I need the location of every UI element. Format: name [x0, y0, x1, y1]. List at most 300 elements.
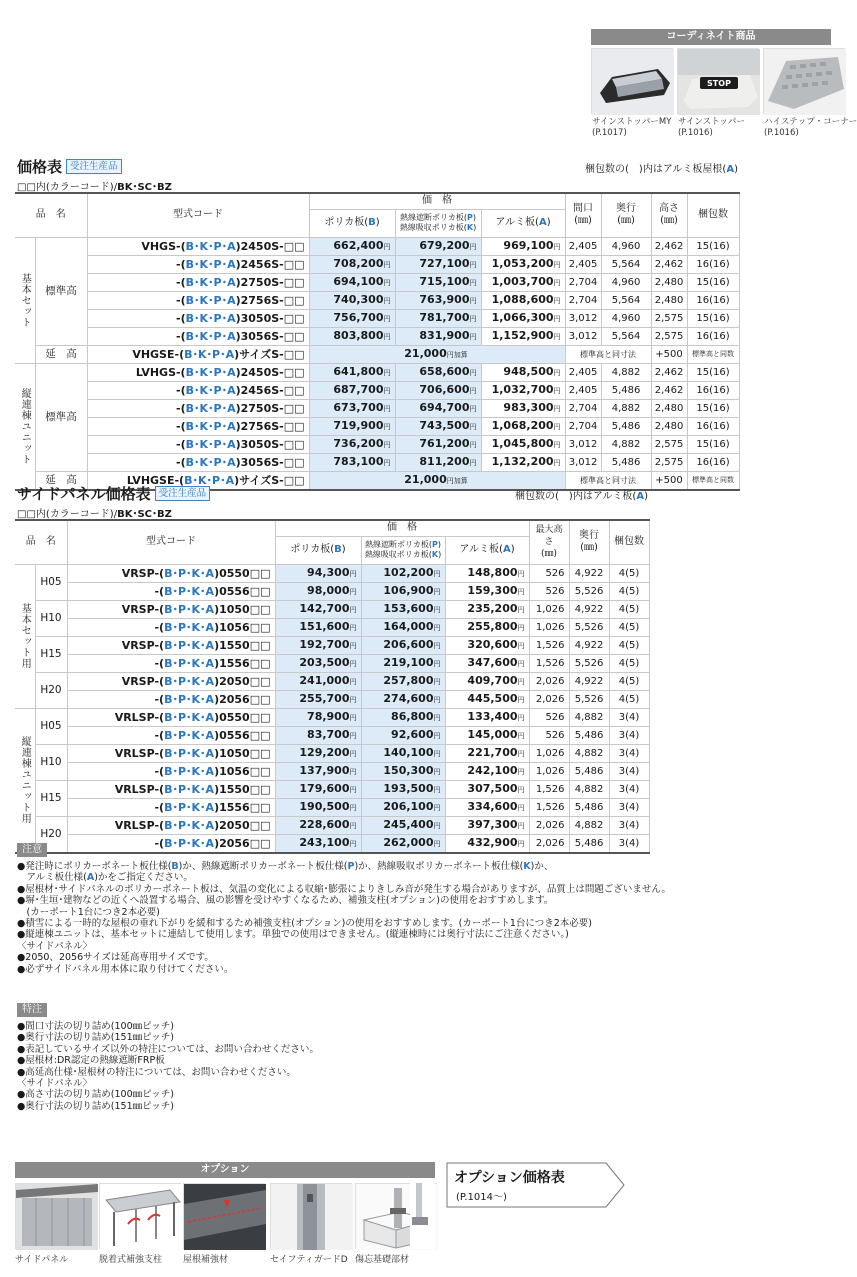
price-b: 137,900円 — [275, 762, 361, 780]
price-a: 1,045,800円 — [481, 435, 565, 453]
height-value: 2,480 — [651, 417, 687, 435]
model-code: VRLSP-(B･P･K･A)0550□□ — [67, 708, 275, 726]
depth-value: 5,564 — [601, 291, 651, 309]
height-value: 2,480 — [651, 291, 687, 309]
depth-value: 5,486 — [569, 798, 609, 816]
notes-list — [17, 861, 671, 975]
pack-value: 4(5) — [609, 582, 649, 600]
model-code: LVHGSE-(B･K･P･A)サイズS-□□ — [87, 471, 309, 490]
depth-value: 4,960 — [601, 309, 651, 327]
pack-value: 4(5) — [609, 654, 649, 672]
max-height-value: 526 — [529, 708, 569, 726]
price-pk: 715,100円 — [395, 273, 481, 291]
height-label: H15 — [35, 636, 67, 672]
table-row — [15, 672, 649, 690]
depth-value: 4,922 — [569, 672, 609, 690]
height-label: H20 — [35, 672, 67, 708]
model-code: -(B･P･K･A)0556□□ — [67, 726, 275, 744]
side-panel-option-image — [15, 1183, 97, 1249]
model-code: -(B･P･K･A)1556□□ — [67, 798, 275, 816]
sign-stopper-image — [677, 48, 759, 114]
width-value: 3,012 — [565, 453, 601, 471]
model-code: VHGSE-(B･K･P･A)サイズS-□□ — [87, 345, 309, 363]
depth-value: 5,564 — [601, 327, 651, 345]
table-row — [15, 618, 649, 636]
max-height-value: 1,526 — [529, 780, 569, 798]
max-height-value: 526 — [529, 726, 569, 744]
option-price-title: オプション価格表 — [454, 1170, 565, 1186]
price-pk: 262,000円 — [361, 834, 445, 853]
group-label: 基本セット — [15, 237, 35, 363]
pack-value: 16(16) — [687, 255, 739, 273]
price-a: 983,300円 — [481, 399, 565, 417]
coordinate-header: コーディネイト商品 — [591, 29, 831, 45]
max-height-value: 1,026 — [529, 762, 569, 780]
depth-value: 5,486 — [601, 381, 651, 399]
depth-value: 5,526 — [569, 582, 609, 600]
height-label: H05 — [35, 564, 67, 600]
price-a: 334,600円 — [445, 798, 529, 816]
extension-price: 21,000円加算 — [309, 471, 565, 490]
price-a: 221,700円 — [445, 744, 529, 762]
price-pk: 106,900円 — [361, 582, 445, 600]
price-pk: 219,100円 — [361, 654, 445, 672]
model-code: -(B･K･P･A)2750S-□□ — [87, 273, 309, 291]
price-pk: 811,200円 — [395, 453, 481, 471]
pack-value: 3(4) — [609, 726, 649, 744]
depth-value: 5,486 — [569, 834, 609, 853]
model-code: VRSP-(B･P･K･A)2050□□ — [67, 672, 275, 690]
price-a: 1,088,600円 — [481, 291, 565, 309]
depth-value: 4,960 — [601, 237, 651, 255]
price-b: 203,500円 — [275, 654, 361, 672]
width-value: 2,405 — [565, 237, 601, 255]
price-a: 432,900円 — [445, 834, 529, 853]
depth-value: 4,882 — [569, 708, 609, 726]
max-height-value: 2,026 — [529, 834, 569, 853]
price-a: 409,700円 — [445, 672, 529, 690]
width-value: 2,704 — [565, 399, 601, 417]
special-line: ●屋根材:DR認定の熱線遮断FRP板 — [17, 1055, 165, 1067]
table-row — [15, 309, 739, 327]
model-code: VRLSP-(B･P･K･A)2050□□ — [67, 816, 275, 834]
max-height-value: 1,026 — [529, 600, 569, 618]
extension-pack: 標準高と同数 — [687, 471, 739, 490]
model-code: -(B･K･P･A)3056S-□□ — [87, 453, 309, 471]
price-a: 1,032,700円 — [481, 381, 565, 399]
pack-value: 16(16) — [687, 417, 739, 435]
price-a: 133,400円 — [445, 708, 529, 726]
price-b: 736,200円 — [309, 435, 395, 453]
pack-value: 3(4) — [609, 708, 649, 726]
option-caption-4: 傷忘基礎部材 — [355, 1255, 410, 1265]
price-b: 190,500円 — [275, 798, 361, 816]
depth-value: 5,486 — [569, 762, 609, 780]
special-line: ●高延高仕様･屋根材の特注については、お問い合わせください。 — [17, 1066, 296, 1078]
table-row — [15, 237, 739, 255]
width-value: 3,012 — [565, 309, 601, 327]
pack-value: 4(5) — [609, 618, 649, 636]
width-value: 3,012 — [565, 435, 601, 453]
price-pk: 102,200円 — [361, 564, 445, 582]
max-height-value: 1,526 — [529, 798, 569, 816]
option-caption-1: 脱着式補強支柱 — [99, 1255, 163, 1265]
table-row — [15, 363, 739, 381]
sign-stopper-my-caption: サインストッパーMY (P.1017) — [592, 117, 672, 138]
price-b: 192,700円 — [275, 636, 361, 654]
max-height-value: 526 — [529, 582, 569, 600]
made-to-order-badge: 受注生産品 — [66, 159, 122, 174]
depth-value: 4,922 — [569, 600, 609, 618]
model-code: LVHGS-(B･K･P･A)2450S-□□ — [87, 363, 309, 381]
depth-value: 5,486 — [601, 417, 651, 435]
price-b: 803,800円 — [309, 327, 395, 345]
note-line: ●積雪による一時的な屋根の垂れ下がりを緩和するため補強支柱(オプション)の使用をおすすめします。(カーポート1台につき2本必要) — [17, 918, 592, 930]
side-col-alum-a: アルミ板(A) — [445, 536, 529, 564]
extension-pack: 標準高と同数 — [687, 345, 739, 363]
price-pk: 86,800円 — [361, 708, 445, 726]
safety-guard-option-image — [270, 1183, 352, 1249]
price-a: 948,500円 — [481, 363, 565, 381]
model-code: VHGS-(B･K･P･A)2450S-□□ — [87, 237, 309, 255]
price-pk: 92,600円 — [361, 726, 445, 744]
depth-value: 5,564 — [601, 255, 651, 273]
price-b: 687,700円 — [309, 381, 395, 399]
price-a: 347,600円 — [445, 654, 529, 672]
group-label: 縦連棟ユニット — [15, 363, 35, 490]
sub-label: 標準高 — [35, 363, 87, 471]
height-value: 2,575 — [651, 453, 687, 471]
model-code: VRSP-(B･P･K･A)1550□□ — [67, 636, 275, 654]
pack-value: 3(4) — [609, 744, 649, 762]
depth-value: 5,526 — [569, 618, 609, 636]
options-header: オプション — [15, 1162, 435, 1178]
price-a: 1,053,200円 — [481, 255, 565, 273]
col-price: 価 格 — [309, 193, 565, 209]
price-pk: 763,900円 — [395, 291, 481, 309]
max-height-value: 1,526 — [529, 636, 569, 654]
removable-support-option-image — [99, 1183, 181, 1249]
roof-reinforcement-option-image — [183, 1183, 265, 1249]
table-row — [15, 327, 739, 345]
table-row — [15, 600, 649, 618]
side-col-code: 型式コード — [67, 520, 275, 564]
width-value: 2,704 — [565, 417, 601, 435]
height-value: 2,462 — [651, 255, 687, 273]
pack-value: 15(16) — [687, 273, 739, 291]
special-line: ●高さ寸法の切り詰め(100㎜ピッチ) — [17, 1089, 174, 1101]
note-line: アルミ板仕様(A)かをご指定ください。 — [17, 872, 193, 884]
model-code: -(B･K･P･A)2456S-□□ — [87, 255, 309, 273]
depth-value: 5,526 — [569, 690, 609, 708]
price-b: 673,700円 — [309, 399, 395, 417]
price-a: 159,300円 — [445, 582, 529, 600]
sign-stopper-my-image — [591, 48, 673, 114]
pack-value: 15(16) — [687, 363, 739, 381]
price-a: 1,003,700円 — [481, 273, 565, 291]
price-b: 241,000円 — [275, 672, 361, 690]
table-row — [15, 291, 739, 309]
pack-value: 3(4) — [609, 798, 649, 816]
price-a: 397,300円 — [445, 816, 529, 834]
model-code: VRSP-(B･P･K･A)0550□□ — [67, 564, 275, 582]
max-height-value: 2,026 — [529, 690, 569, 708]
width-value: 2,405 — [565, 255, 601, 273]
table-row — [15, 381, 739, 399]
depth-value: 4,882 — [569, 780, 609, 798]
price-pk: 206,100円 — [361, 798, 445, 816]
side-col-depth: 奥行 (㎜) — [569, 520, 609, 564]
model-code: -(B･K･P･A)3050S-□□ — [87, 309, 309, 327]
price-pack-note: 梱包数の( )内はアルミ板屋根(A) — [585, 164, 738, 175]
height-value: 2,462 — [651, 237, 687, 255]
stop-label: STOP — [707, 79, 731, 88]
pack-value: 16(16) — [687, 453, 739, 471]
col-poly-b: ポリカ板(B) — [309, 209, 395, 237]
model-code: -(B･P･K･A)2056□□ — [67, 690, 275, 708]
option-price-page: (P.1014〜) — [456, 1192, 507, 1203]
price-a: 969,100円 — [481, 237, 565, 255]
pack-value: 4(5) — [609, 690, 649, 708]
model-code: -(B･P･K･A)1056□□ — [67, 618, 275, 636]
extension-height: +500 — [651, 471, 687, 490]
special-heading: 特注 — [17, 1003, 47, 1017]
table-row — [15, 726, 649, 744]
price-a: 1,066,300円 — [481, 309, 565, 327]
model-code: -(B･K･P･A)2456S-□□ — [87, 381, 309, 399]
price-b: 694,100円 — [309, 273, 395, 291]
model-code: -(B･P･K･A)1556□□ — [67, 654, 275, 672]
special-line: ●間口寸法の切り詰め(100㎜ピッチ) — [17, 1021, 174, 1032]
price-pk: 831,900円 — [395, 327, 481, 345]
price-a: 242,100円 — [445, 762, 529, 780]
height-label: H10 — [35, 744, 67, 780]
price-b: 98,000円 — [275, 582, 361, 600]
price-b: 94,300円 — [275, 564, 361, 582]
price-b: 179,600円 — [275, 780, 361, 798]
foundation-post-image — [410, 1183, 435, 1249]
table-row — [15, 636, 649, 654]
sub-label: 延 高 — [35, 345, 87, 363]
price-a: 145,000円 — [445, 726, 529, 744]
side-color-code: □□内(カラーコード)/BK･SC･BZ — [17, 509, 172, 520]
price-pk: 706,600円 — [395, 381, 481, 399]
price-pk: 193,500円 — [361, 780, 445, 798]
side-made-to-order-badge: 受注生産品 — [155, 486, 211, 501]
pack-value: 16(16) — [687, 291, 739, 309]
special-line: ●奥行寸法の切り詰め(151㎜ピッチ) — [17, 1100, 174, 1112]
width-value: 2,704 — [565, 273, 601, 291]
max-height-value: 1,526 — [529, 654, 569, 672]
note-line: ●発注時にポリカーボネート板仕様(B)か、熱線遮断ポリカーボネート板仕様(P)か、熱線吸収ポリカーボネート板仕様(K)か、 — [17, 861, 554, 872]
note-line: ●屋根材･サイドパネルのポリカーボネート板は、気温の変化による収縮･膨張によりきしみ音が発生する場合がありますが、品質上は問題ございません。 — [17, 883, 671, 895]
price-pk: 153,600円 — [361, 600, 445, 618]
price-a: 1,132,200円 — [481, 453, 565, 471]
pack-value: 4(5) — [609, 672, 649, 690]
table-row — [15, 255, 739, 273]
special-list — [17, 1021, 319, 1112]
model-code: -(B･K･P･A)2756S-□□ — [87, 291, 309, 309]
pack-value: 15(16) — [687, 309, 739, 327]
notes-heading: 注意 — [17, 843, 47, 857]
table-row-extension — [15, 345, 739, 363]
pack-value: 3(4) — [609, 834, 649, 853]
extension-dims: 標準高と同寸法 — [565, 471, 651, 490]
model-code: -(B･P･K･A)1056□□ — [67, 762, 275, 780]
col-heat-pk: 熱線遮断ポリカ板(P) 熱線吸収ポリカ板(K) — [395, 209, 481, 237]
depth-value: 5,486 — [569, 726, 609, 744]
high-step-corner-image — [763, 48, 845, 114]
max-height-value: 1,026 — [529, 744, 569, 762]
pack-value: 4(5) — [609, 564, 649, 582]
model-code: -(B･K･P･A)3056S-□□ — [87, 327, 309, 345]
extension-height: +500 — [651, 345, 687, 363]
price-pk: 727,100円 — [395, 255, 481, 273]
table-row — [15, 564, 649, 582]
price-pk: 245,400円 — [361, 816, 445, 834]
pack-value: 15(16) — [687, 435, 739, 453]
price-pk: 257,800円 — [361, 672, 445, 690]
side-col-name: 品 名 — [15, 520, 67, 564]
price-b: 83,700円 — [275, 726, 361, 744]
pack-value: 15(16) — [687, 399, 739, 417]
price-pk: 679,200円 — [395, 237, 481, 255]
width-value: 2,405 — [565, 363, 601, 381]
table-row — [15, 417, 739, 435]
model-code: -(B･K･P･A)3050S-□□ — [87, 435, 309, 453]
group-label: 基本セット用 — [15, 564, 35, 708]
depth-value: 4,882 — [601, 399, 651, 417]
side-col-maxh: 最大高さ (㎜) — [529, 520, 569, 564]
max-height-value: 1,026 — [529, 618, 569, 636]
price-pk: 781,700円 — [395, 309, 481, 327]
depth-value: 4,922 — [569, 564, 609, 582]
price-pk: 206,600円 — [361, 636, 445, 654]
note-line: ●縦連棟ユニットは、基本セットに連結して使用します。単独での使用はできません。(縦連棟時には奥行寸法にご注意ください。) — [17, 929, 569, 941]
price-a: 320,600円 — [445, 636, 529, 654]
price-b: 255,700円 — [275, 690, 361, 708]
price-a: 255,800円 — [445, 618, 529, 636]
price-b: 142,700円 — [275, 600, 361, 618]
table-row — [15, 453, 739, 471]
table-row — [15, 435, 739, 453]
price-pk: 150,300円 — [361, 762, 445, 780]
table-row — [15, 816, 649, 834]
table-row — [15, 798, 649, 816]
note-line: ●2050、2056サイズは延高専用サイズです。 — [17, 952, 214, 964]
model-code: VRSP-(B･P･K･A)1050□□ — [67, 600, 275, 618]
price-b: 756,700円 — [309, 309, 395, 327]
table-row — [15, 399, 739, 417]
option-caption-3: セイフティガードD — [270, 1255, 348, 1265]
model-code: -(B･P･K･A)0556□□ — [67, 582, 275, 600]
pack-value: 4(5) — [609, 600, 649, 618]
table-row — [15, 690, 649, 708]
model-code: -(B･K･P･A)2756S-□□ — [87, 417, 309, 435]
table-row — [15, 708, 649, 726]
depth-value: 4,882 — [569, 816, 609, 834]
col-code: 型式コード — [87, 193, 309, 237]
extension-dims: 標準高と同寸法 — [565, 345, 651, 363]
price-b: 662,400円 — [309, 237, 395, 255]
table-row — [15, 654, 649, 672]
side-col-poly-b: ポリカ板(B) — [275, 536, 361, 564]
price-a: 1,152,900円 — [481, 327, 565, 345]
height-value: 2,575 — [651, 435, 687, 453]
width-value: 2,704 — [565, 291, 601, 309]
model-code: -(B･K･P･A)2750S-□□ — [87, 399, 309, 417]
side-col-pack: 梱包数 — [609, 520, 649, 564]
price-b: 719,900円 — [309, 417, 395, 435]
price-pk: 274,600円 — [361, 690, 445, 708]
depth-value: 4,882 — [601, 435, 651, 453]
depth-value: 4,882 — [569, 744, 609, 762]
extension-price: 21,000円加算 — [309, 345, 565, 363]
depth-value: 4,882 — [601, 363, 651, 381]
price-pk: 164,000円 — [361, 618, 445, 636]
price-b: 129,200円 — [275, 744, 361, 762]
height-value: 2,480 — [651, 273, 687, 291]
price-pk: 658,600円 — [395, 363, 481, 381]
table-row — [15, 834, 649, 853]
price-color-code: □□内(カラーコード)/BK･SC･BZ — [17, 182, 172, 193]
price-b: 783,100円 — [309, 453, 395, 471]
group-label: 縦連棟ユニット用 — [15, 708, 35, 853]
price-b: 740,300円 — [309, 291, 395, 309]
height-label: H05 — [35, 708, 67, 744]
width-value: 3,012 — [565, 327, 601, 345]
side-pack-note: 梱包数の( )内はアルミ板(A) — [515, 491, 648, 502]
col-width: 間口 (㎜) — [565, 193, 601, 237]
price-b: 708,200円 — [309, 255, 395, 273]
price-a: 445,500円 — [445, 690, 529, 708]
max-height-value: 526 — [529, 564, 569, 582]
price-b: 78,900円 — [275, 708, 361, 726]
price-table — [15, 192, 740, 491]
price-b: 243,100円 — [275, 834, 361, 853]
high-step-corner-caption: ハイステップ・コーナー (P.1016) — [764, 117, 857, 138]
table-row — [15, 780, 649, 798]
price-pk: 761,200円 — [395, 435, 481, 453]
sub-label: 標準高 — [35, 237, 87, 345]
depth-value: 5,486 — [601, 453, 651, 471]
col-depth: 奥行 (㎜) — [601, 193, 651, 237]
pack-value: 3(4) — [609, 762, 649, 780]
price-pk: 140,100円 — [361, 744, 445, 762]
width-value: 2,405 — [565, 381, 601, 399]
max-height-value: 2,026 — [529, 816, 569, 834]
price-a: 148,800円 — [445, 564, 529, 582]
side-panel-table — [15, 519, 650, 854]
note-line: ●必ずサイドパネル用本体に取り付けてください。 — [17, 963, 234, 975]
depth-value: 4,922 — [569, 636, 609, 654]
sub-label: 延 高 — [35, 471, 87, 490]
side-table-title: サイドパネル価格表 受注生産品 — [17, 483, 210, 504]
max-height-value: 2,026 — [529, 672, 569, 690]
sign-stopper-caption: サインストッパー (P.1016) — [678, 117, 745, 138]
side-col-price: 価 格 — [275, 520, 529, 536]
col-name: 品 名 — [15, 193, 87, 237]
table-row — [15, 273, 739, 291]
height-value: 2,575 — [651, 327, 687, 345]
table-row — [15, 744, 649, 762]
col-height: 高さ (㎜) — [651, 193, 687, 237]
price-b: 641,800円 — [309, 363, 395, 381]
height-label: H15 — [35, 780, 67, 816]
option-price-link[interactable] — [446, 1162, 626, 1208]
special-line: ●奥行寸法の切り詰め(151㎜ピッチ) — [17, 1032, 174, 1044]
pack-value: 3(4) — [609, 780, 649, 798]
